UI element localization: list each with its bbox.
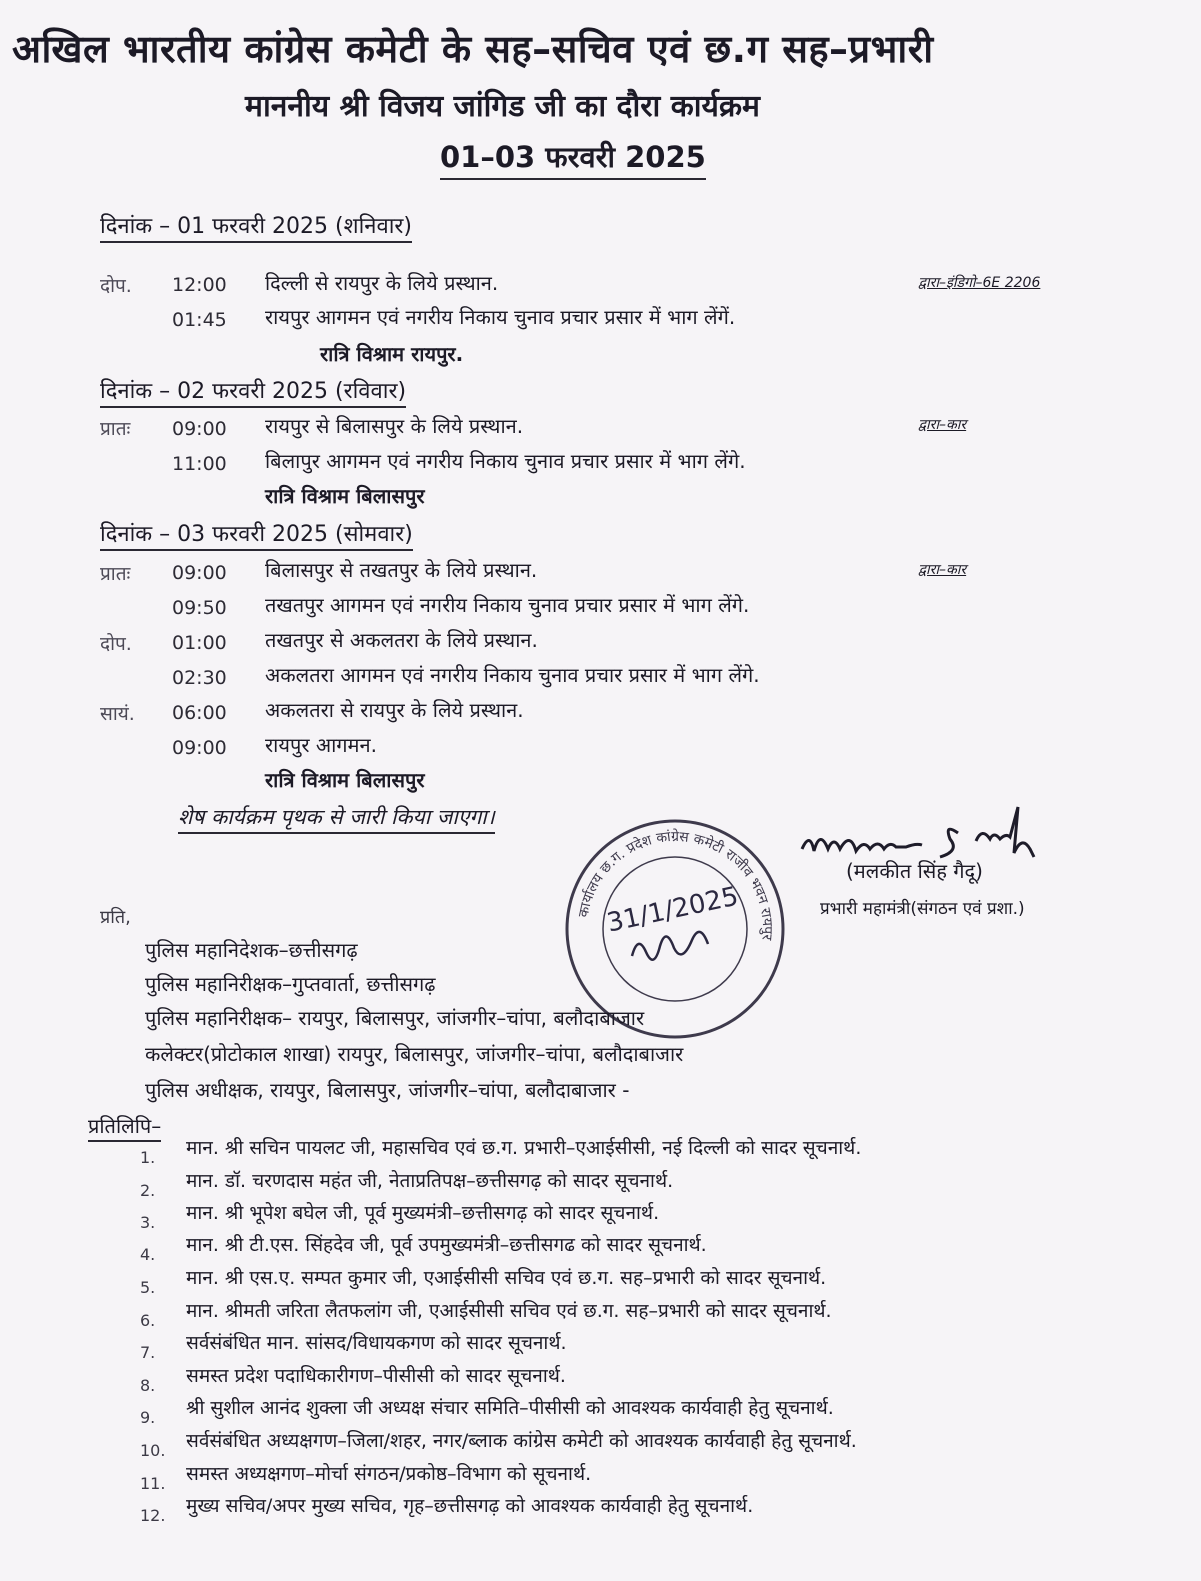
entry-time: 01:45 — [172, 309, 227, 331]
entry-text: अकलतरा आगमन एवं नगरीय निकाय चुनाव प्रचार प्रसार में भाग लेंगे. — [265, 663, 760, 687]
copy-number: 7. — [140, 1343, 156, 1362]
entry-text: तखतपुर आगमन एवं नगरीय निकाय चुनाव प्रचार प्रसार में भाग लेंगे. — [265, 593, 750, 617]
entry-text: अकलतरा से रायपुर के लिये प्रस्थान. — [265, 698, 524, 722]
copy-item: मान. श्रीमती जरिता लैतफलांग जी, एआईसीसी सचिव एवं छ.ग. सह–प्रभारी को सादर सूचनार्थ. — [186, 1300, 832, 1322]
entry-time: 12:00 — [172, 274, 227, 296]
time-period: दोप. — [100, 633, 132, 655]
night-stay: रात्रि विश्राम बिलासपुर — [265, 768, 425, 792]
recipient-item: पुलिस अधीक्षक, रायपुर, बिलासपुर, जांजगीर–चांपा, बलौदाबाजार - — [145, 1078, 630, 1102]
recipient-item: कलेक्टर(प्रोटोकाल शाखा) रायपुर, बिलासपुर, जांजगीर–चांपा, बलौदाबाजार — [145, 1042, 684, 1066]
entry-text: दिल्ली से रायपुर के लिये प्रस्थान. — [265, 271, 499, 295]
document-date-range: 01–03 फरवरी 2025 — [440, 137, 706, 180]
copy-number: 12. — [140, 1506, 166, 1525]
copy-item: मुख्य सचिव/अपर मुख्य सचिव, गृह–छत्तीसगढ़ को आवश्यक कार्यवाही हेतु सूचनार्थ. — [186, 1495, 754, 1517]
entry-time: 06:00 — [172, 702, 227, 724]
entry-text: रायपुर से बिलासपुर के लिये प्रस्थान. — [265, 414, 524, 438]
entry-time: 11:00 — [172, 453, 227, 475]
copies-heading: प्रतिलिपि– — [88, 1112, 161, 1142]
entry-text: बिलासपुर से तखतपुर के लिये प्रस्थान. — [265, 558, 538, 582]
copy-number: 4. — [140, 1245, 156, 1264]
copy-number: 6. — [140, 1311, 156, 1330]
copy-item: मान. डॉ. चरणदास महंत जी, नेताप्रतिपक्ष–छत्तीसगढ़ को सादर सूचनार्थ. — [186, 1170, 674, 1192]
time-period: सायं. — [100, 703, 135, 725]
copy-item: समस्त प्रदेश पदाधिकारीगण–पीसीसी को सादर सूचनार्थ. — [186, 1365, 566, 1387]
signatory-designation: प्रभारी महामंत्री(संगठन एवं प्रशा.) — [820, 899, 1025, 919]
recipient-item: पुलिस महानिरीक्षक–गुप्तवार्ता, छत्तीसगढ़ — [145, 972, 436, 996]
entry-text: रायपुर आगमन एवं नगरीय निकाय चुनाव प्रचार प्रसार में भाग लेंगें. — [265, 305, 736, 329]
copy-number: 9. — [140, 1408, 156, 1427]
travel-mode: द्वारा–कार — [918, 417, 967, 433]
day-heading: दिनांक – 03 फरवरी 2025 (सोमवार) — [100, 518, 413, 551]
copy-item: सर्वसंबंधित मान. सांसद/विधायकगण को सादर सूचनार्थ. — [186, 1332, 567, 1354]
copy-item: समस्त अध्यक्षगण–मोर्चा संगठन/प्रकोष्ठ–विभाग को सूचनार्थ. — [186, 1463, 592, 1485]
day-heading: दिनांक – 02 फरवरी 2025 (रविवार) — [100, 375, 406, 408]
time-period: प्रातः — [100, 418, 131, 440]
entry-time: 02:30 — [172, 667, 227, 689]
copy-number: 2. — [140, 1181, 156, 1200]
copy-number: 10. — [140, 1441, 166, 1460]
entry-time: 09:00 — [172, 562, 227, 584]
copy-item: मान. श्री सचिन पायलट जी, महासचिव एवं छ.ग. प्रभारी–एआईसीसी, नई दिल्ली को सादर सूचनार्थ. — [186, 1137, 862, 1159]
remaining-program-note: शेष कार्यक्रम पृथक से जारी किया जाएगा। — [178, 803, 495, 834]
recipient-item: पुलिस महानिदेशक–छत्तीसगढ़ — [145, 938, 358, 962]
copy-item: मान. श्री भूपेश बघेल जी, पूर्व मुख्यमंत्री–छत्तीसगढ़ को सादर सूचनार्थ. — [186, 1202, 660, 1224]
entry-time: 01:00 — [172, 632, 227, 654]
entry-time: 09:50 — [172, 597, 227, 619]
signatory-name: (मलकीत सिंह गैदू) — [846, 859, 983, 883]
document-title: अखिल भारतीय कांग्रेस कमेटी के सह–सचिव एवं छ.ग सह–प्रभारी — [12, 27, 934, 71]
day-heading: दिनांक – 01 फरवरी 2025 (शनिवार) — [100, 210, 412, 243]
document-subtitle: माननीय श्री विजय जांगिड जी का दौरा कार्यक्रम — [245, 89, 760, 124]
copy-number: 3. — [140, 1213, 156, 1232]
entry-text: तखतपुर से अकलतरा के लिये प्रस्थान. — [265, 628, 538, 652]
time-period: प्रातः — [100, 563, 131, 585]
night-stay: रात्रि विश्राम बिलासपुर — [265, 484, 425, 508]
seal-initials — [632, 932, 708, 960]
copy-item: मान. श्री एस.ए. सम्पत कुमार जी, एआईसीसी सचिव एवं छ.ग. सह–प्रभारी को सादर सूचनार्थ. — [186, 1267, 827, 1289]
copy-item: मान. श्री टी.एस. सिंहदेव जी, पूर्व उपमुख्यमंत्री–छत्तीसगढ को सादर सूचनार्थ. — [186, 1234, 707, 1256]
copy-number: 11. — [140, 1474, 166, 1493]
entry-time: 09:00 — [172, 737, 227, 759]
entry-time: 09:00 — [172, 418, 227, 440]
time-period: दोप. — [100, 275, 132, 297]
copy-item: श्री सुशील आनंद शुक्ला जी अध्यक्ष संचार समिति–पीसीसी को आवश्यक कार्यवाही हेतु सूचनार्थ. — [186, 1397, 834, 1419]
copy-number: 1. — [140, 1148, 156, 1167]
night-stay: रात्रि विश्राम रायपुर. — [320, 342, 464, 366]
travel-mode: द्वारा–कार — [918, 562, 967, 578]
seal-date: 31/1/2025 — [604, 881, 742, 939]
seal-text: कार्यालय छ.ग. प्रदेश कांग्रेस कमेटी राजीव भवन रायपुर — [575, 828, 776, 941]
entry-text: बिलापुर आगमन एवं नगरीय निकाय चुनाव प्रचार प्रसार में भाग लेंगे. — [265, 449, 746, 473]
copy-number: 5. — [140, 1278, 156, 1297]
copy-number: 8. — [140, 1376, 156, 1395]
copy-item: सर्वसंबंधित अध्यक्षगण–जिला/शहर, नगर/ब्लाक कांग्रेस कमेटी को आवश्यक कार्यवाही हेतु सूचनार्थ. — [186, 1430, 857, 1452]
travel-mode: द्वारा–इंडिगो–6E 2206 — [918, 275, 1041, 291]
recipients-label: प्रति, — [100, 907, 131, 928]
entry-text: रायपुर आगमन. — [265, 733, 377, 757]
recipient-item: पुलिस महानिरीक्षक– रायपुर, बिलासपुर, जांजगीर–चांपा, बलौदाबाजार — [145, 1006, 645, 1030]
